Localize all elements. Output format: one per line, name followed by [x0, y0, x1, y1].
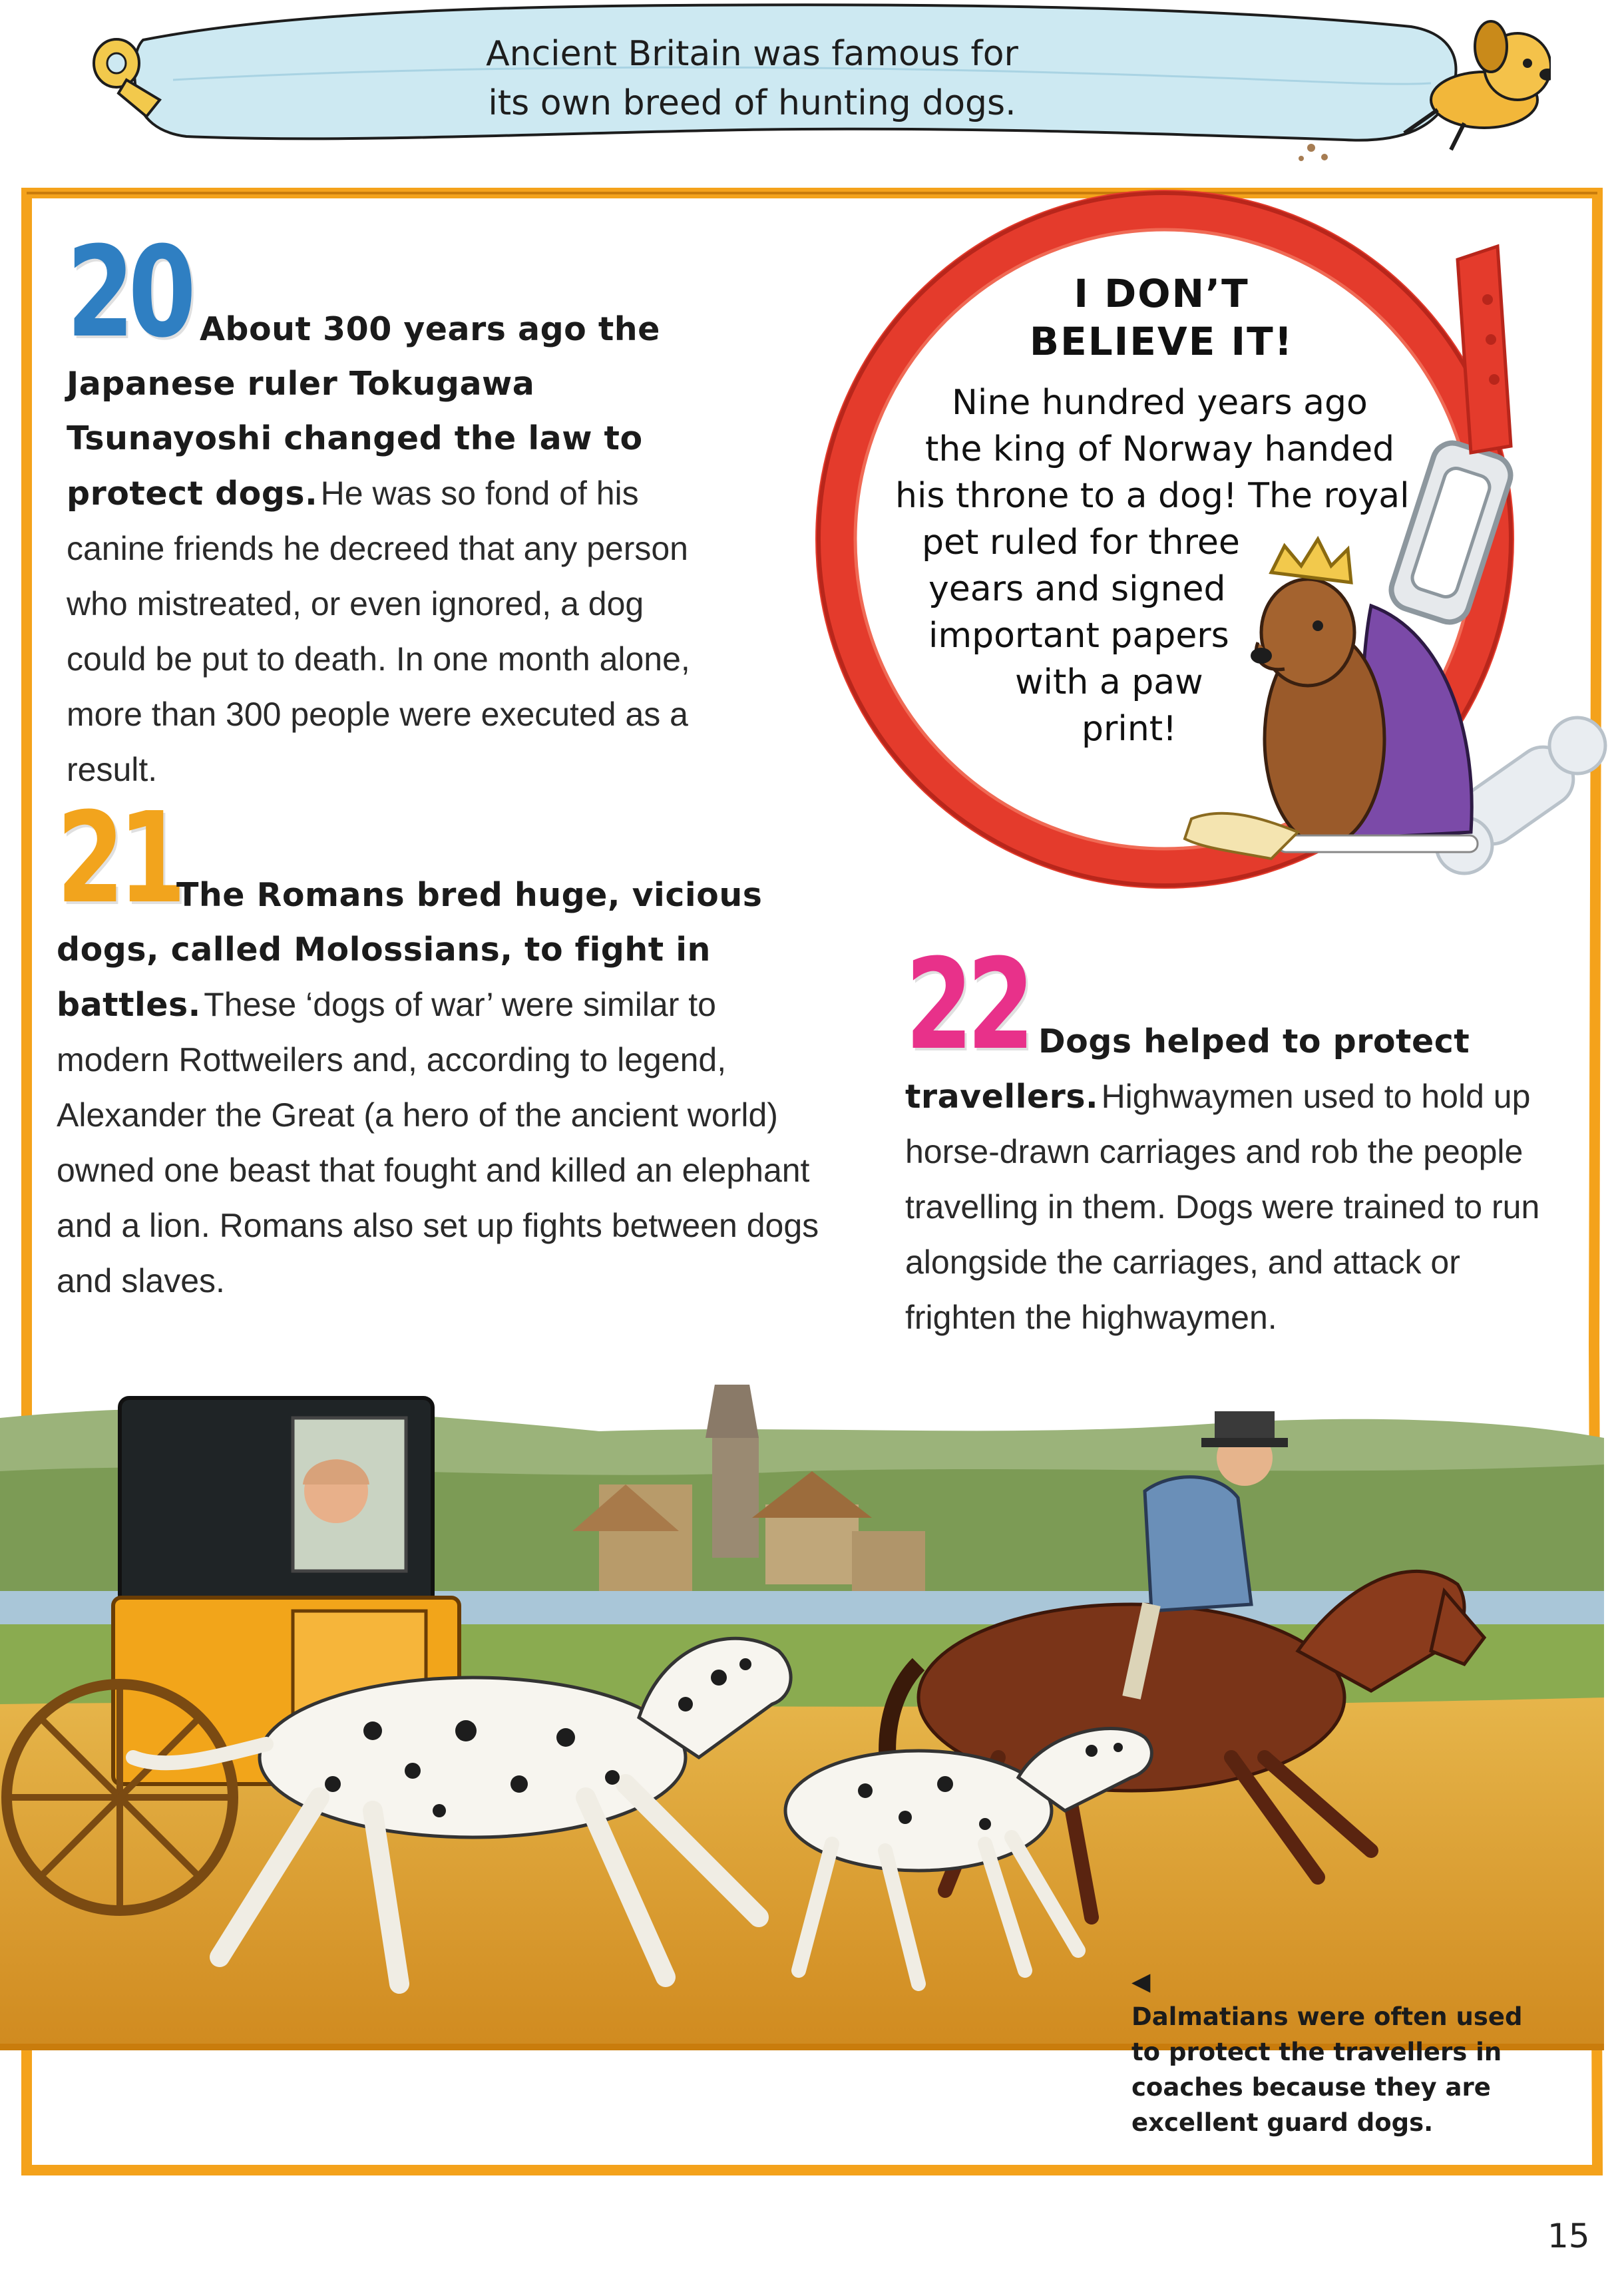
fact-number: 20: [67, 220, 190, 365]
dont-believe-it-panel: [792, 166, 1621, 985]
caption-arrow-icon: ◀: [1131, 1967, 1151, 1996]
believe-line: his throne to a dog! The royal: [895, 476, 1410, 516]
believe-line: pet ruled for three: [922, 523, 1240, 563]
fact-lead: About 300 years ago the Japanese ruler Tokugawa Tsunayoshi changed the law to protect dogs.: [67, 310, 660, 513]
fact-body: He was so fond of his canine friends he decreed that any person who mistreated, or even ignored, a dog could be put to death. In one month alone, more than 300 people were executed as a result.: [67, 475, 690, 788]
believe-body: [845, 379, 1511, 752]
believe-heading-line: I DON’T: [1074, 271, 1249, 316]
top-banner: [80, 0, 1551, 163]
believe-line: the king of Norway handed: [925, 429, 1395, 469]
believe-line: print!: [1082, 709, 1177, 749]
caption-line: to protect the travellers in: [1131, 2038, 1502, 2066]
fact-lead: Dogs helped to protect travellers.: [905, 1023, 1470, 1116]
believe-line: Nine hundred years ago: [952, 383, 1368, 423]
banner-caption: [386, 29, 1118, 128]
banner-line: its own breed of hunting dogs.: [488, 83, 1016, 123]
fact-body: Highwaymen used to hold up horse-drawn carriages and rob the people travelling in them. Dogs were trained to run alongside the carriages, and attack or frighten the highwaymen.: [905, 1078, 1540, 1336]
fact-body: These ‘dogs of war’ were similar to modern Rottweilers and, according to legend, Alexander the Great (a hero of the ancient world) owned one beast that fought and killed an elephant and a lion. Romans also set up fights between dogs and slaves.: [57, 986, 819, 1299]
believe-heading-line: BELIEVE IT!: [1029, 319, 1294, 364]
believe-line: important papers: [928, 616, 1229, 656]
believe-line: years and signed: [928, 569, 1226, 609]
believe-heading: [978, 270, 1344, 365]
caption-line: Dalmatians were often used: [1131, 2002, 1523, 2031]
caption-line: excellent guard dogs.: [1131, 2108, 1434, 2137]
fact-lead: The Romans bred huge, vicious dogs, called Molossians, to fight in battles.: [57, 876, 763, 1024]
page-number: 15: [1547, 2217, 1590, 2255]
believe-line: with a paw: [1015, 662, 1203, 702]
illustration-caption: [1131, 1964, 1557, 2140]
fact-number: 21: [57, 786, 180, 931]
banner-line: Ancient Britain was famous for: [486, 34, 1018, 74]
caption-line: coaches because they are: [1131, 2073, 1491, 2102]
fact-number: 22: [905, 932, 1029, 1078]
